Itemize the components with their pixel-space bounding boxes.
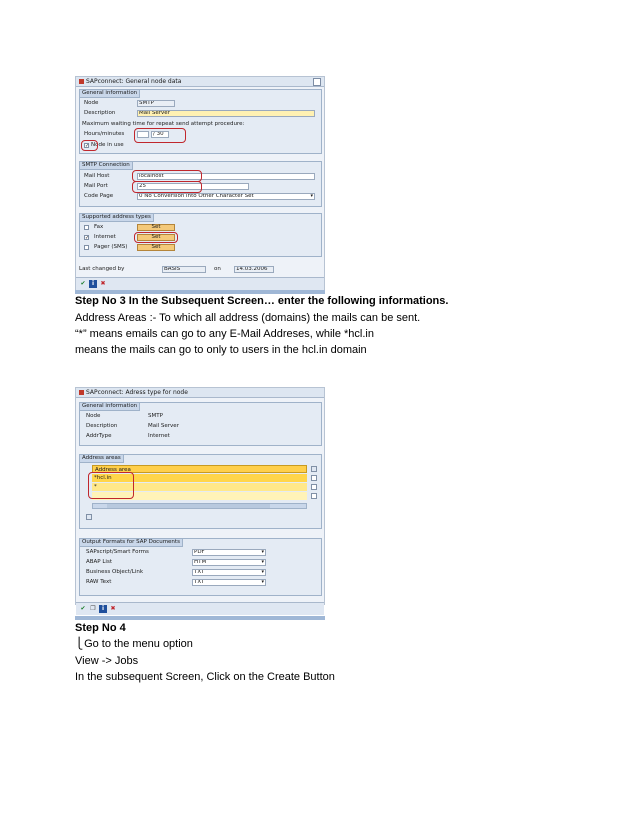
last-changed-label: Last changed by: [79, 266, 125, 272]
group-title: SMTP Connection: [80, 162, 133, 170]
bullet-icon: ⎩: [75, 638, 84, 650]
window-title: SAPconnect: Adress type for node: [86, 389, 188, 396]
fax-label: Fax: [94, 224, 104, 230]
code-page-label: Code Page: [84, 193, 114, 199]
hours-label: Hours/minutes: [84, 131, 125, 137]
pager-set-button[interactable]: Set: [137, 244, 175, 251]
step-4-heading: Step No 4: [75, 622, 126, 634]
check-icon[interactable]: ✔: [80, 605, 86, 612]
code-page-select[interactable]: [137, 193, 315, 200]
row-select-box[interactable]: [311, 475, 317, 481]
node-label: Node: [86, 413, 101, 419]
step-3-heading: Step No 3 In the Subsequent Screen… enter the following informations.: [75, 295, 449, 307]
step-4-line-1: Go to the menu option: [84, 638, 193, 650]
description-label: Description: [84, 110, 116, 116]
highlight-node-in-use: [81, 140, 98, 151]
wait-label: Maximum waiting time for repeat send attempt procedure:: [82, 121, 245, 127]
sap-icon: [79, 390, 84, 395]
output-format-select[interactable]: [192, 569, 266, 576]
step-4-line-2: View -> Jobs: [75, 655, 139, 667]
output-format-value: PDF: [194, 549, 205, 555]
output-row-label: ABAP List: [86, 559, 112, 565]
address-areas-group: [79, 454, 322, 529]
fax-checkbox[interactable]: [84, 225, 89, 230]
table-row[interactable]: *hcl.in: [92, 474, 307, 482]
dropdown-icon[interactable]: ▾: [310, 193, 313, 199]
highlight-internet-set: [134, 232, 178, 243]
output-row-label: RAW Text: [86, 579, 112, 585]
window-title: SAPconnect: General node data: [86, 78, 182, 85]
supported-address-types-group: [79, 213, 322, 257]
mail-port-field[interactable]: 25: [137, 183, 249, 190]
window-titlebar: [76, 77, 324, 87]
screenshot-address-type-for-node: [75, 387, 325, 612]
pager-label: Pager (SMS): [94, 244, 128, 250]
output-format-value: TXT: [194, 579, 205, 585]
highlight-mail-port: [132, 181, 202, 193]
scroll-down-icon[interactable]: [311, 493, 317, 499]
step-4-line-3: In the subsequent Screen, Click on the Create Button: [75, 671, 335, 683]
dropdown-icon[interactable]: ▾: [261, 549, 264, 555]
step-3-line-1: Address Areas :- To which all address (domains) the mails can be sent.: [75, 312, 421, 324]
sap-icon: [79, 79, 84, 84]
dropdown-icon[interactable]: ▾: [261, 579, 264, 585]
info-icon[interactable]: i: [89, 280, 97, 288]
step-3-line-2: “*” means emails can go to any E-Mail Addreses, while *hcl.in: [75, 328, 374, 340]
screenshot-bottom-bar: [75, 616, 325, 620]
info-icon[interactable]: i: [99, 605, 107, 613]
window-control-icon[interactable]: [313, 78, 321, 86]
output-row-label: Business Object/Link: [86, 569, 144, 575]
copy-icon[interactable]: ❐: [90, 605, 96, 612]
dropdown-icon[interactable]: ▾: [261, 569, 264, 575]
output-format-select[interactable]: [192, 579, 266, 586]
general-information-group: [79, 89, 322, 154]
table-settings-icon[interactable]: [311, 466, 317, 472]
output-formats-group: [79, 538, 322, 596]
check-icon[interactable]: ✔: [80, 280, 86, 287]
horizontal-scrollbar[interactable]: [92, 503, 307, 509]
output-format-value: TXT: [194, 569, 205, 575]
internet-label: Internet: [94, 234, 116, 240]
close-icon[interactable]: ✖: [100, 280, 106, 287]
scroll-up-icon[interactable]: [311, 484, 317, 490]
bottom-toolbar: [76, 602, 324, 615]
group-title: Supported address types: [80, 214, 154, 222]
step-3-line-3: means the mails can go to only to users in the hcl.in domain: [75, 344, 367, 356]
description-field[interactable]: Mail Server: [137, 110, 315, 117]
table-header: Address area: [92, 465, 307, 473]
group-title: General information: [80, 403, 140, 411]
step-4-line-1-row: [75, 637, 193, 652]
code-page-value: 0 No Conversion into Other Character Set: [139, 193, 254, 199]
general-information-group: [79, 402, 322, 446]
internet-checkbox[interactable]: ✓: [85, 235, 90, 241]
smtp-connection-group: [79, 161, 322, 207]
window-titlebar: [76, 388, 324, 398]
minutes-field[interactable]: / 30: [151, 131, 169, 138]
scrollbar-thumb[interactable]: [107, 504, 270, 508]
last-changed-date: 14.03.2006: [234, 266, 274, 273]
highlight-address-entries: [88, 472, 134, 499]
addrtype-label: AddrType: [86, 433, 112, 439]
description-label: Description: [86, 423, 118, 429]
group-title: Output Formats for SAP Documents: [80, 539, 183, 547]
output-format-select[interactable]: [192, 559, 266, 566]
table-row[interactable]: *: [92, 483, 307, 491]
mail-host-field[interactable]: localhost: [137, 173, 315, 180]
table-tool-icon[interactable]: [86, 514, 92, 520]
output-format-select[interactable]: [192, 549, 266, 556]
screenshot-general-node-data: [75, 76, 325, 290]
node-value: SMTP: [148, 413, 163, 419]
mail-port-label: Mail Port: [84, 183, 108, 189]
close-icon[interactable]: ✖: [110, 605, 116, 612]
node-in-use-checkbox[interactable]: ✓: [85, 143, 90, 149]
fax-set-button[interactable]: Set: [137, 224, 175, 231]
last-changed-user: BASIS: [162, 266, 206, 273]
group-title: Address areas: [80, 455, 124, 463]
mail-host-label: Mail Host: [84, 173, 110, 179]
pager-checkbox[interactable]: [84, 245, 89, 250]
internet-set-button[interactable]: Set: [137, 234, 175, 241]
node-in-use-label: Node in use: [91, 142, 124, 148]
addrtype-value: Internet: [148, 433, 170, 439]
dropdown-icon[interactable]: ▾: [261, 559, 264, 565]
group-title: General information: [80, 90, 140, 98]
bottom-toolbar: [76, 277, 324, 290]
description-value: Mail Server: [148, 423, 179, 429]
node-field: SMTP: [137, 100, 175, 107]
output-row-label: SAPscript/Smart Forms: [86, 549, 149, 555]
highlight-hours-minutes: [134, 128, 186, 143]
node-label: Node: [84, 100, 99, 106]
output-format-value: HTM: [194, 559, 207, 565]
on-label: on: [214, 266, 221, 272]
